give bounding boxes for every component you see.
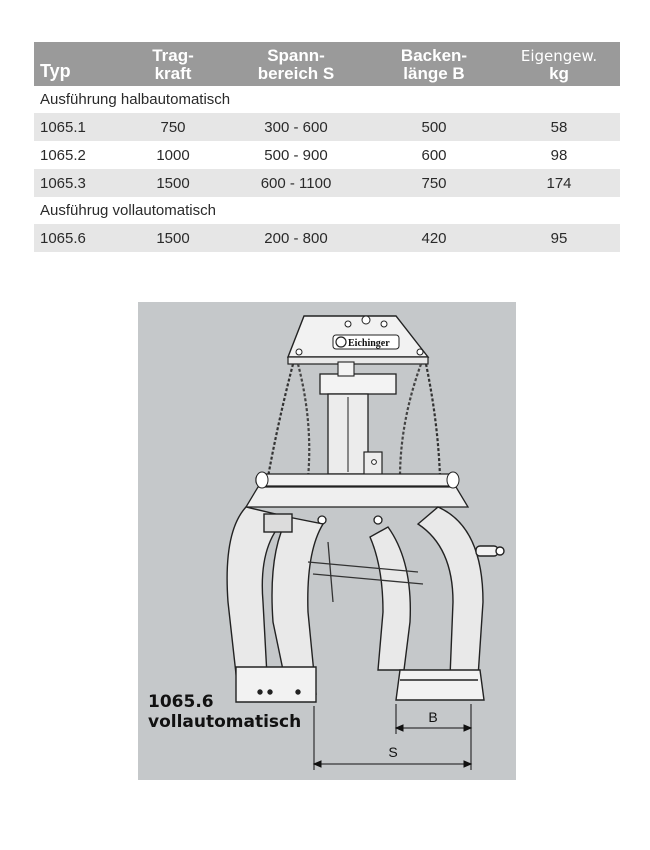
- cell-eigengewicht: 58: [498, 113, 620, 141]
- cell-tragkraft: 1500: [124, 224, 222, 252]
- cell-tragkraft: 1000: [156, 146, 190, 164]
- cell-tragkraft: 750: [124, 113, 222, 141]
- cell-typ: 1065.6: [34, 224, 124, 252]
- brand-logo: [333, 335, 399, 349]
- cell-typ: 1065.3: [34, 169, 124, 197]
- table-header-row: [34, 42, 620, 86]
- header-backenlaenge: Backen- länge B: [370, 42, 498, 86]
- cell-eigengewicht: 174: [498, 169, 620, 197]
- group-title: Ausführung halbautomatisch: [40, 91, 231, 108]
- cell-backenlaenge: 420: [370, 224, 498, 252]
- table-row: [34, 141, 620, 169]
- group-row-vollautomatisch: [34, 197, 620, 224]
- cell-eigengewicht: 95: [498, 224, 620, 252]
- figure-caption: [148, 692, 301, 732]
- cell-typ: 1065.1: [34, 113, 124, 141]
- header-spannbereich: Spann- bereich S: [222, 42, 370, 86]
- group-row-halbautomatisch: [34, 86, 620, 113]
- dimension-s-label: S: [388, 744, 398, 760]
- table-row: [34, 224, 620, 252]
- caption-model: 1065.6: [148, 692, 214, 712]
- product-figure: [138, 302, 516, 780]
- cell-backenlaenge: 500: [370, 113, 498, 141]
- cell-backenlaenge: 750: [370, 169, 498, 197]
- table-row: [34, 113, 620, 141]
- cell-spannbereich: 200 - 800: [222, 224, 370, 252]
- dimension-b-label: B: [428, 709, 438, 725]
- table-row: [34, 169, 620, 197]
- caption-variant: vollautomatisch: [148, 712, 302, 732]
- cell-spannbereich: 600 - 1100: [222, 169, 370, 197]
- cell-eigengewicht: 98: [550, 146, 568, 164]
- header-tragkraft: Trag- kraft: [124, 42, 222, 86]
- cell-spannbereich: 500 - 900: [264, 146, 328, 164]
- brand-logo-text: Eichinger: [348, 338, 390, 349]
- group-title: Ausführug vollautomatisch: [40, 202, 216, 219]
- header-eigengewicht: Eigengew. kg: [498, 42, 620, 86]
- cell-spannbereich: 300 - 600: [222, 113, 370, 141]
- header-typ: Typ: [34, 42, 124, 86]
- cell-tragkraft: 1500: [124, 169, 222, 197]
- cell-typ: 1065.2: [40, 146, 86, 164]
- cell-backenlaenge: 600: [421, 146, 447, 164]
- spec-table: [34, 42, 620, 252]
